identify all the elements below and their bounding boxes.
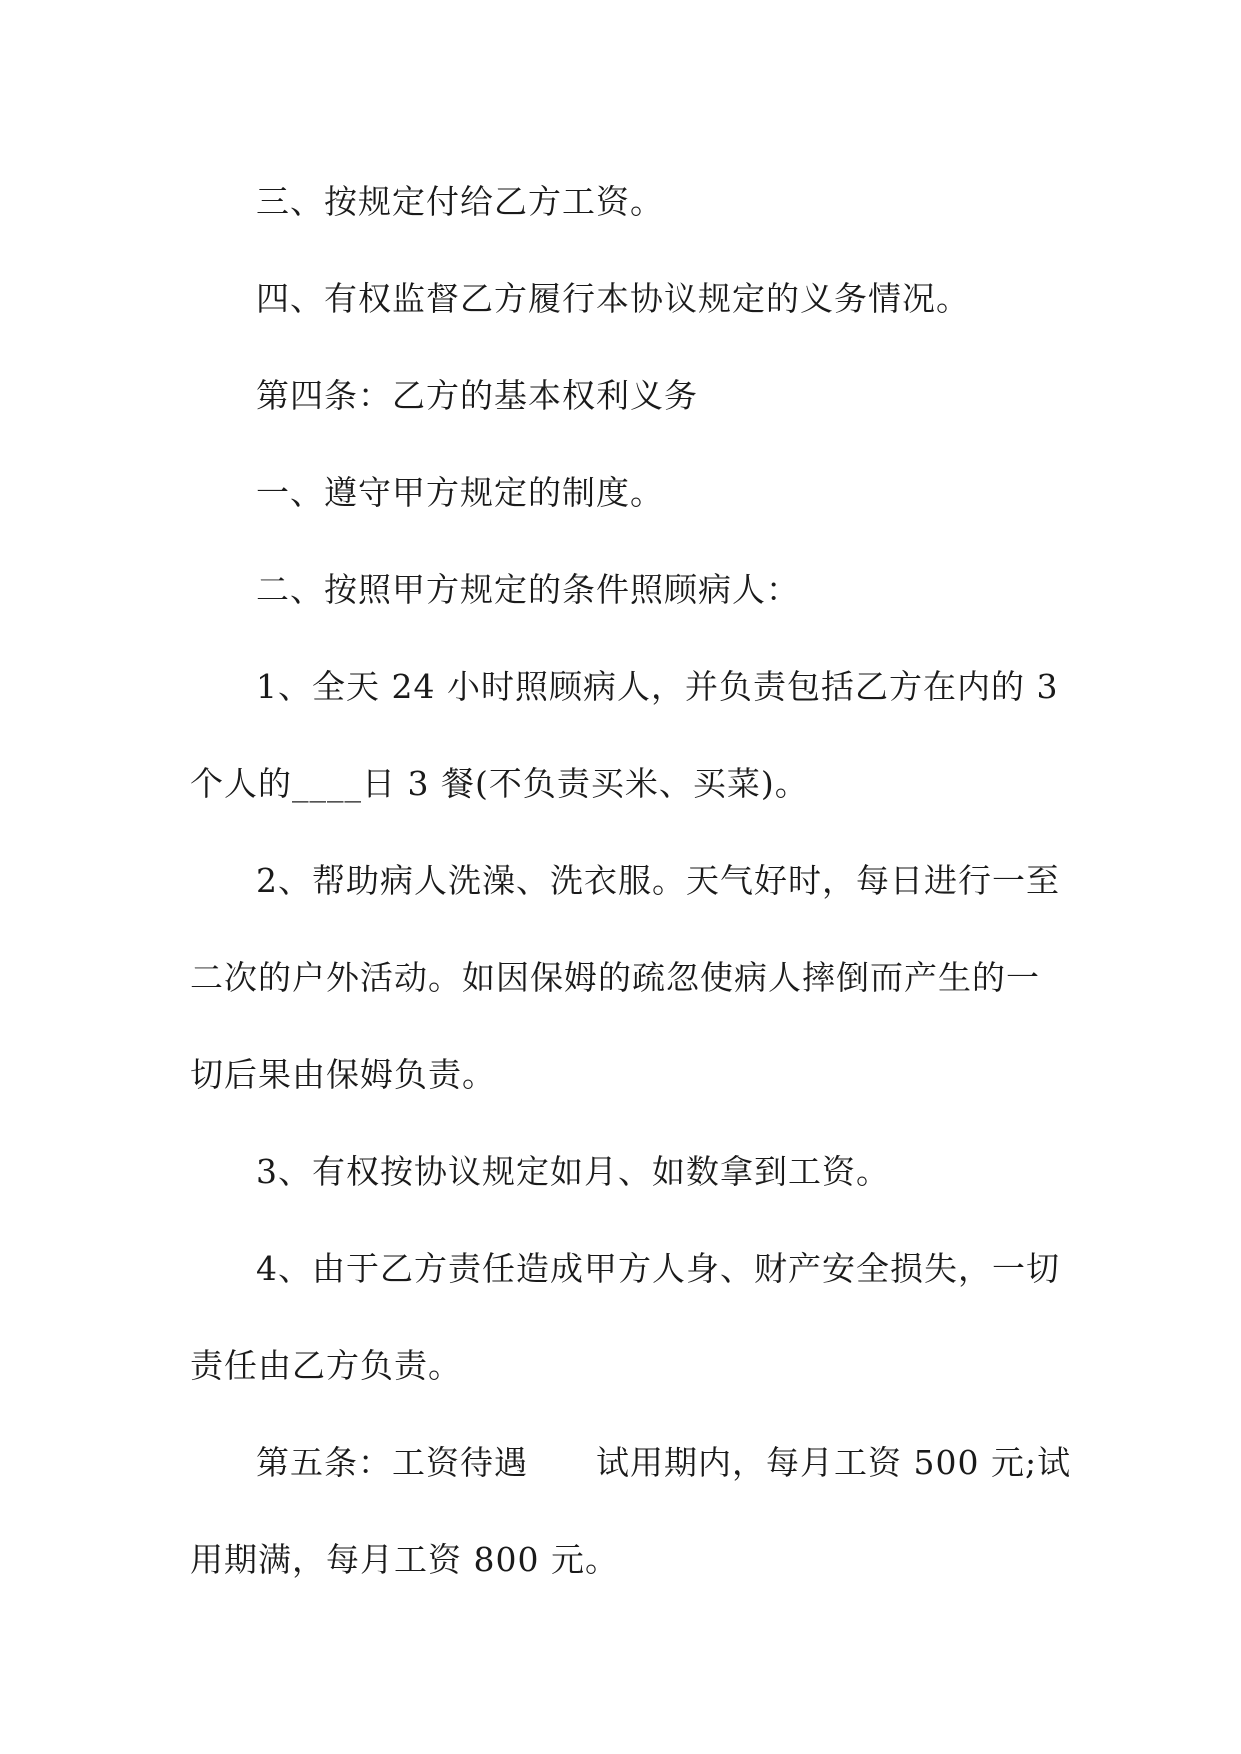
section-heading: 第五条：工资待遇 试用期内，每月工资 500 元;试 (256, 1443, 1072, 1482)
paragraph-line: 个人的____日 3 餐(不负责买米、买菜)。 (190, 764, 809, 803)
paragraph-line: 1、全天 24 小时照顾病人，并负责包括乙方在内的 3 (256, 667, 1059, 706)
paragraph-line: 二次的户外活动。如因保姆的疏忽使病人摔倒而产生的一 (190, 958, 1040, 997)
paragraph-line: 用期满，每月工资 800 元。 (190, 1540, 619, 1579)
paragraph-line: 2、帮助病人洗澡、洗衣服。天气好时，每日进行一至 (256, 861, 1060, 900)
paragraph-line: 四、有权监督乙方履行本协议规定的义务情况。 (256, 279, 970, 318)
paragraph-line: 二、按照甲方规定的条件照顾病人： (256, 570, 800, 609)
paragraph-line: 责任由乙方负责。 (190, 1346, 462, 1385)
paragraph-line: 一、遵守甲方规定的制度。 (256, 473, 664, 512)
paragraph-line: 切后果由保姆负责。 (190, 1055, 496, 1094)
paragraph-line: 4、由于乙方责任造成甲方人身、财产安全损失，一切 (256, 1249, 1060, 1288)
section-heading: 第四条：乙方的基本权利义务 (256, 376, 698, 415)
paragraph-line: 三、按规定付给乙方工资。 (256, 182, 664, 221)
paragraph-line: 3、有权按协议规定如月、如数拿到工资。 (256, 1152, 890, 1191)
